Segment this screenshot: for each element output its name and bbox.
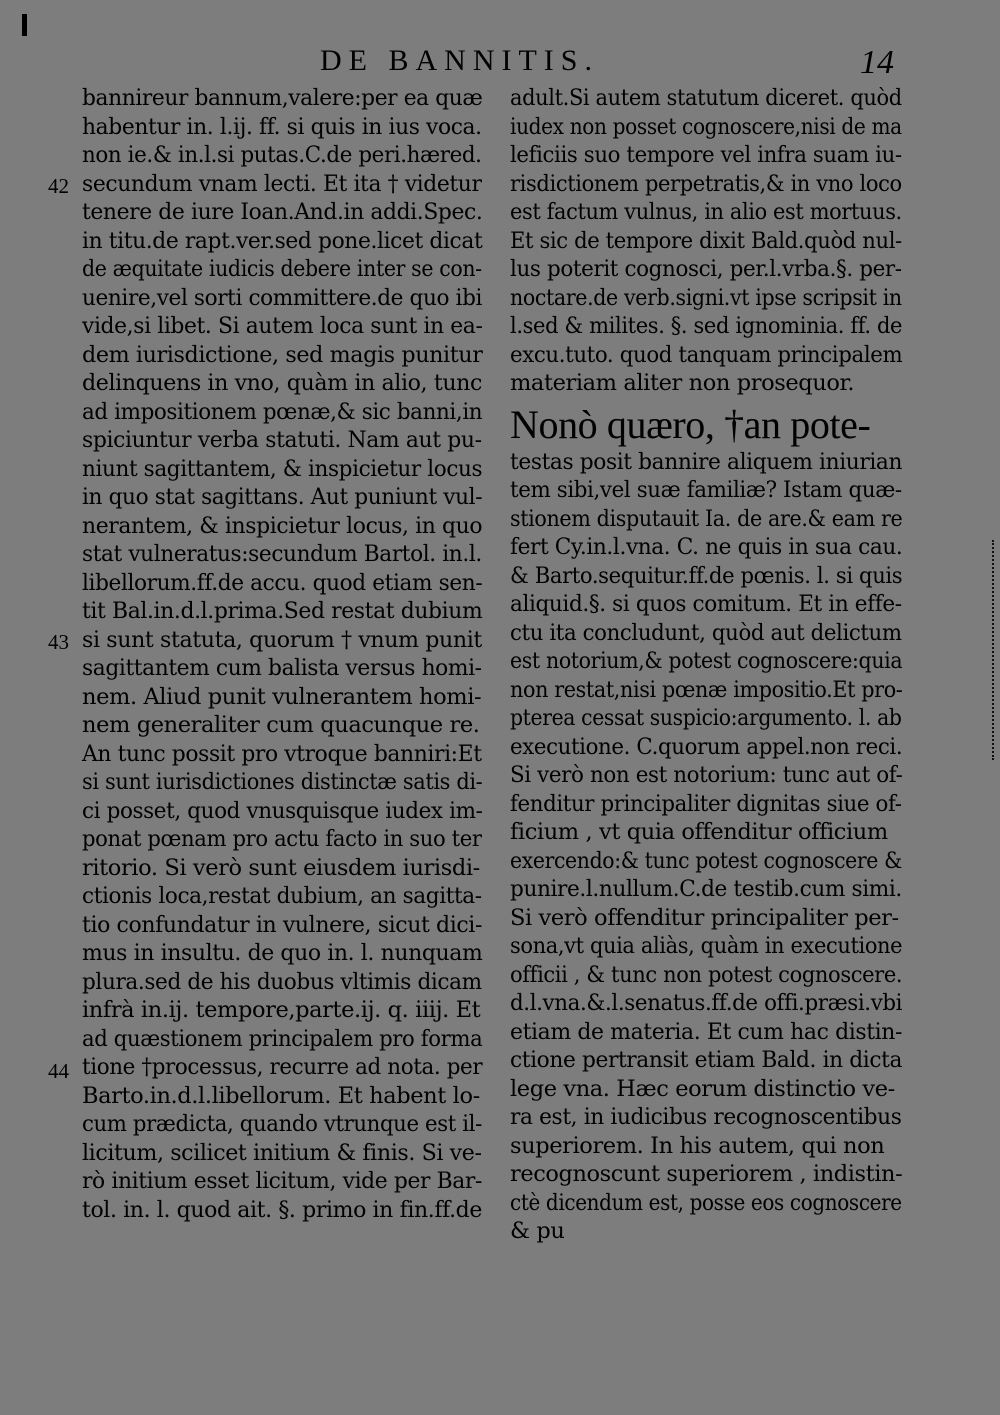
- text-line: & Barto.sequitur.ff.de pœnis. l. si quis: [510, 562, 903, 589]
- text-line: est notorium,& potest cognoscere:quia: [510, 648, 903, 674]
- text-line: si sunt statuta, quorum † vnum punit: [82, 626, 482, 653]
- text-line: sagittantem cum balista versus homi-: [82, 655, 482, 681]
- text-line: fenditur principaliter dignitas siue of-: [510, 790, 902, 817]
- margin-number: 44: [48, 1059, 69, 1083]
- text-line: fert Cy.in.l.vna. C. ne quis in sua cau.: [510, 534, 903, 560]
- text-line: stionem disputauit Ia. de are.& eam re: [510, 505, 903, 532]
- text-line: nerantem, & inspicietur locus, in quo: [82, 512, 483, 539]
- text-line: superiorem. In his autem, qui non: [510, 1132, 885, 1159]
- text-line: recognoscunt superiorem , indistin-: [510, 1161, 903, 1187]
- text-line: testas posit bannire aliquem iniurian: [510, 448, 903, 475]
- text-line: An tunc possit pro vtroque banniri:Et: [82, 740, 482, 767]
- text-line: Si verò offenditur principaliter per-: [510, 904, 899, 931]
- text-line: tem sibi,vel suæ familiæ? Istam quæ-: [510, 477, 902, 503]
- text-line: aliquid.§. si quos comitum. Et in effe-: [510, 591, 902, 617]
- text-line: de æquitate iudicis debere inter se con-: [82, 256, 482, 282]
- text-line: tenere de iure Ioan.And.in addi.Spec.: [82, 199, 483, 225]
- text-line: stat vulneratus:secundum Bartol. in.l.: [82, 541, 482, 567]
- right-column-top: [510, 84, 902, 398]
- text-line: plura.sed de his duobus vltimis dicam: [82, 968, 482, 995]
- text-line: Si verò non est notorium: tunc aut of-: [510, 762, 903, 788]
- text-line: executione. C.quorum appel.non reci.: [510, 733, 903, 760]
- text-line: cum prædicta, quando vtrunque est il-: [82, 1111, 482, 1137]
- text-line: ci posset, quod vnusquisque iudex im-: [82, 797, 483, 824]
- text-line: tit Bal.in.d.l.prima.Sed restat dubium: [82, 598, 483, 624]
- text-line: exercendo:& tunc potest cognoscere &: [510, 847, 902, 874]
- text-line: ctionis loca,restat dubium, an sagitta-: [82, 883, 482, 909]
- text-line: adult.Si autem statutum diceret. quòd: [510, 85, 902, 111]
- section-opening-line: [510, 402, 902, 448]
- text-line: est factum vulnus, in alio est mortuus.: [510, 199, 902, 225]
- text-line: ra est, in iudicibus recognoscentibus: [510, 1104, 902, 1130]
- text-line: Barto.in.d.l.libellorum. Et habent lo-: [82, 1082, 480, 1109]
- text-line: ctu ita concludunt, quòd aut delictum: [510, 619, 902, 646]
- left-column: [82, 84, 482, 1224]
- text-line: habentur in. l.ij. ff. si quis in ius voca.: [82, 113, 482, 140]
- page-number: 14: [860, 44, 894, 81]
- text-line: delinquens in vno, quàm in alio, tunc: [82, 370, 483, 396]
- large-initial-text: Nonò quæro, †an pote-: [510, 401, 871, 447]
- text-line: bannireur bannum,valere:per ea quæ: [82, 85, 483, 111]
- edge-mark: [992, 540, 996, 760]
- text-line: non ie.& in.l.si putas.C.de peri.hæred.: [82, 142, 482, 168]
- text-line: in titu.de rapt.ver.sed pone.licet dicat: [82, 227, 483, 254]
- text-line: ponat pœnam pro actu facto in suo ter: [82, 826, 482, 852]
- text-line: ctè dicendum est, posse eos cognoscere: [510, 1189, 902, 1216]
- text-line: & pu: [510, 1218, 565, 1244]
- text-line: tio confundatur in vulnere, sicut dici-: [82, 911, 482, 938]
- text-line: uenire,vel sorti committere.de quo ibi: [82, 284, 483, 311]
- text-line: vide,si libet. Si autem loca sunt in ea-: [82, 313, 483, 339]
- text-line: dem iurisdictione, sed magis punitur: [82, 341, 483, 368]
- text-line: l.sed & milites. §. sed ignominia. ff. de: [510, 313, 903, 339]
- right-column: [510, 84, 902, 1246]
- text-line: ficium , vt quia offenditur officium: [510, 819, 888, 845]
- text-line: tol. in. l. quod ait. §. primo in fin.ff.de: [82, 1196, 483, 1223]
- text-line: pterea cessat suspicio:argumento. l. ab: [510, 705, 902, 731]
- text-line: officii , & tunc non potest cognoscere.: [510, 961, 903, 988]
- text-line: Et sic de tempore dixit Bald.quòd nul-: [510, 227, 902, 254]
- text-line: ctione pertransit etiam Bald. in dicta: [510, 1047, 903, 1073]
- text-line: rò initium esset licitum, vide per Bar-: [82, 1168, 482, 1194]
- text-line: ad quæstionem principalem pro forma: [82, 1025, 483, 1052]
- text-line: d.l.vna.&.l.senatus.ff.de offi.præsi.vbi: [510, 990, 903, 1016]
- text-line: leficiis suo tempore vel infra suam iu-: [510, 142, 902, 168]
- text-line: secundum vnam lecti. Et ita † videtur: [82, 170, 482, 197]
- margin-number: 43: [48, 630, 69, 654]
- corner-mark: [22, 14, 27, 36]
- text-line: licitum, scilicet initium & finis. Si ve-: [82, 1139, 482, 1166]
- text-line: infrà in.ij. tempore,parte.ij. q. iiij. Et: [82, 997, 481, 1023]
- right-column-bottom: [510, 448, 902, 1246]
- text-line: excu.tuto. quod tanquam principalem: [510, 341, 903, 368]
- text-line: si sunt iurisdictiones distinctæ satis di-: [82, 769, 483, 795]
- text-line: nem generaliter cum quacunque re.: [82, 712, 480, 738]
- text-line: lus poterit cognosci, per.l.vrba.§. per-: [510, 256, 902, 282]
- text-line: mus in insultu. de quo in. l. nunquam: [82, 940, 483, 966]
- text-line: ritorio. Si verò sunt eiusdem iurisdi-: [82, 854, 480, 881]
- text-line: nem. Aliud punit vulnerantem homi-: [82, 683, 482, 710]
- running-title: DE BANNITIS.: [320, 44, 599, 77]
- text-line: noctare.de verb.signi.vt ipse scripsit in: [510, 284, 902, 311]
- text-line: spiciuntur verba statuti. Nam aut pu-: [82, 427, 482, 453]
- text-line: lege vna. Hæc eorum distinctio ve-: [510, 1075, 895, 1102]
- text-line: niunt sagittantem, & inspicietur locus: [82, 455, 483, 482]
- text-line: sona,vt quia aliàs, quàm in executione: [510, 933, 903, 959]
- text-line: in quo stat sagittans. Aut puniunt vul-: [82, 484, 483, 510]
- text-line: risdictionem perpetratis,& in vno loco: [510, 170, 902, 197]
- text-line: materiam aliter non prosequor.: [510, 370, 855, 396]
- text-line: ad impositionem pœnæ,& sic banni,in: [82, 398, 483, 425]
- text-line: punire.l.nullum.C.de testib.cum simi.: [510, 876, 902, 902]
- text-line: libellorum.ff.de accu. quod etiam sen-: [82, 569, 483, 596]
- margin-number: 42: [48, 174, 69, 198]
- text-line: etiam de materia. Et cum hac distin-: [510, 1018, 903, 1045]
- text-line: non restat,nisi pœnæ impositio.Et pro-: [510, 676, 903, 703]
- text-line: iudex non posset cognoscere,nisi de ma: [510, 113, 902, 140]
- text-line: tione †processus, recurre ad nota. per: [82, 1054, 483, 1080]
